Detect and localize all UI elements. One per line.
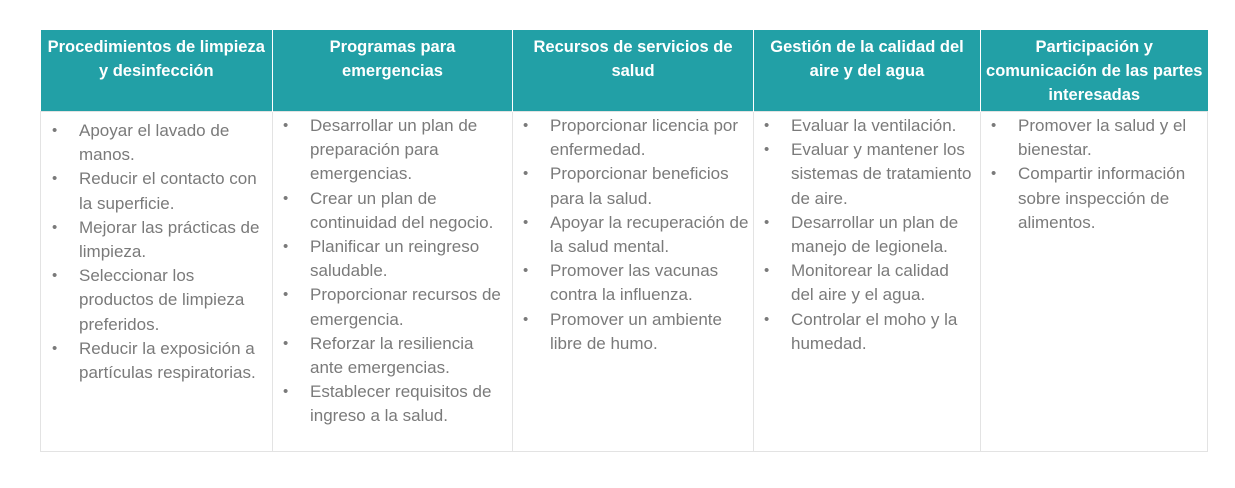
list-item: • Mejorar las prácticas de limpieza.: [41, 216, 272, 264]
column-cell-cleaning: [41, 112, 273, 452]
list-item: • Monitorear la calidad del aire y el agua.: [754, 259, 980, 307]
bullet-list: [754, 112, 980, 356]
list-item: • Compartir información sobre inspección de alimentos.: [981, 162, 1207, 235]
bullet-list: [981, 112, 1207, 235]
content-row: [41, 112, 1208, 452]
column-cell-air-water: [754, 112, 981, 452]
column-cell-stakeholders: [981, 112, 1208, 452]
column-cell-emergency: [273, 112, 513, 452]
list-item: • Apoyar el lavado de manos.: [41, 119, 272, 167]
column-header-cleaning: Procedimientos de limpieza y desinfección: [41, 30, 273, 112]
list-item: • Proporcionar licencia por enfermedad.: [513, 114, 753, 162]
column-header-emergency: Programas para emergencias: [273, 30, 513, 112]
list-item: • Reducir la exposición a partículas respiratorias.: [41, 337, 272, 385]
column-header-stakeholders: Participación y comunicación de las partes interesadas: [981, 30, 1208, 112]
strategies-table: [40, 30, 1208, 452]
column-header-air-water: Gestión de la calidad del aire y del agua: [754, 30, 981, 112]
header-row: [41, 30, 1208, 112]
list-item: • Seleccionar los productos de limpieza preferidos.: [41, 264, 272, 337]
list-item: • Proporcionar recursos de emergencia.: [273, 283, 512, 331]
bullet-list: [41, 112, 272, 385]
list-item: • Promover las vacunas contra la influenza.: [513, 259, 753, 307]
list-item: • Evaluar y mantener los sistemas de tratamiento de aire.: [754, 138, 980, 211]
list-item: • Planificar un reingreso saludable.: [273, 235, 512, 283]
bullet-list: [513, 112, 753, 356]
list-item: • Promover la salud y el bienestar.: [981, 114, 1207, 162]
list-item: • Proporcionar beneficios para la salud.: [513, 162, 753, 210]
list-item: • Evaluar la ventilación.: [754, 114, 980, 138]
list-item: • Establecer requisitos de ingreso a la salud.: [273, 380, 512, 428]
list-item: • Apoyar la recuperación de la salud mental.: [513, 211, 753, 259]
column-header-health-services: Recursos de servicios de salud: [513, 30, 754, 112]
list-item: • Promover un ambiente libre de humo.: [513, 308, 753, 356]
list-item: • Desarrollar un plan de preparación para emergencias.: [273, 114, 512, 187]
bullet-list: [273, 112, 512, 429]
list-item: • Controlar el moho y la humedad.: [754, 308, 980, 356]
list-item: • Reducir el contacto con la superficie.: [41, 167, 272, 215]
column-cell-health-services: [513, 112, 754, 452]
list-item: • Desarrollar un plan de manejo de legionela.: [754, 211, 980, 259]
list-item: • Crear un plan de continuidad del negocio.: [273, 187, 512, 235]
list-item: • Reforzar la resiliencia ante emergencias.: [273, 332, 512, 380]
